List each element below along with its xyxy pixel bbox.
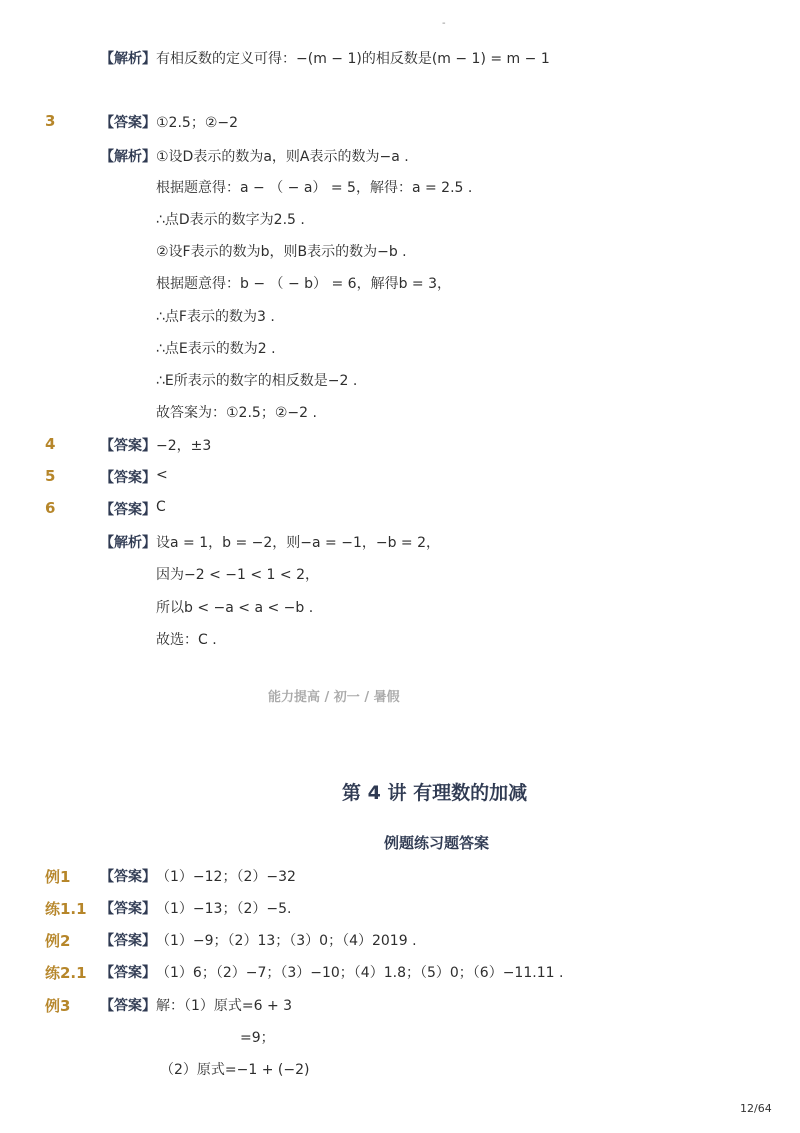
answer-line-number: 例2 (45, 932, 71, 950)
solution-line-text: 根据题意得：a − （ − a） = 5，解得：a = 2.5 . (156, 180, 473, 196)
solution-line-text: 设a = 1，b = −2，则−a = −1，−b = 2， (156, 535, 441, 551)
solution-line-text: 故选：C . (156, 632, 217, 648)
solution-line-text: 因为−2 < −1 < 1 < 2， (156, 567, 319, 583)
solution-line-number: 3 (45, 112, 56, 130)
section-title: 例题练习题答案 (384, 834, 490, 852)
answer-line-text: （1）−13；（2）−5. (156, 901, 292, 917)
solution-line-text: −2，±3 (156, 438, 212, 454)
solution-line-tag: 【解析】 (100, 535, 156, 551)
solution-line-text: ∴点D表示的数字为2.5 . (156, 212, 305, 228)
solution-line-number: 6 (45, 499, 56, 517)
answer-line-number: 练1.1 (45, 900, 87, 918)
solution-line-number: 5 (45, 467, 56, 485)
solution-line-text: 根据题意得：b − （ − b） = 6，解得b = 3， (156, 276, 451, 292)
solution-line-tag: 【答案】 (100, 438, 156, 454)
answer-line-text: （1）−9；（2）13；（3）0；（4）2019 . (156, 933, 417, 949)
solution-line-text: C (156, 499, 166, 515)
answer-line-text: 解：（1）原式=6 + 3 (156, 998, 293, 1014)
solution-line-text: 故答案为：①2.5；②−2 . (156, 405, 317, 421)
solution-line-text: ∴E所表示的数字的相反数是−2 . (156, 373, 358, 389)
answer-line-tag: 【答案】 (100, 965, 156, 981)
page-footer-label: 能力提高 / 初一 / 暑假 (268, 690, 400, 705)
solution-line-text: ②设F表示的数为b，则B表示的数为−b . (156, 244, 407, 260)
solution-line-text: ∴点E表示的数为2 . (156, 341, 276, 357)
solution-line-tag: 【答案】 (100, 470, 156, 486)
solution-line-text: < (156, 467, 168, 483)
solution-line-tag: 【答案】 (100, 115, 156, 131)
solution-line-text: 所以b < −a < a < −b . (156, 600, 314, 616)
solution-line-number: 4 (45, 435, 56, 453)
page-number: 12/64 (740, 1102, 772, 1115)
answer-line-tag: 【答案】 (100, 998, 156, 1014)
continuation-line: （2）原式=−1 + (−2) (160, 1062, 310, 1078)
solution-line-text: ①2.5；②−2 (156, 115, 239, 131)
answer-line-text: （1）6；（2）−7；（3）−10；（4）1.8；（5）0；（6）−11.11 . (156, 965, 564, 981)
solution-line-tag: 【解析】 (100, 149, 156, 165)
continuation-line: =9； (240, 1030, 275, 1046)
solution-line-text: ①设D表示的数为a，则A表示的数为−a . (156, 149, 409, 165)
answer-line-text: （1）−12；（2）−32 (156, 869, 296, 885)
answer-line-tag: 【答案】 (100, 901, 156, 917)
answer-line-number: 练2.1 (45, 964, 87, 982)
answer-line-number: 例3 (45, 997, 71, 1015)
answer-line-tag: 【答案】 (100, 869, 156, 885)
solution-line-tag: 【答案】 (100, 502, 156, 518)
solution-line-text: ∴点F表示的数为3 . (156, 309, 275, 325)
top-mark: - (442, 18, 446, 29)
solution-line-tag: 【解析】 (100, 51, 156, 67)
answer-line-number: 例1 (45, 868, 71, 886)
solution-line-text: 有相反数的定义可得：−(m − 1)的相反数是(m − 1) = m − 1 (156, 51, 550, 67)
answer-line-tag: 【答案】 (100, 933, 156, 949)
lesson-title: 第 4 讲 有理数的加减 (342, 782, 528, 804)
